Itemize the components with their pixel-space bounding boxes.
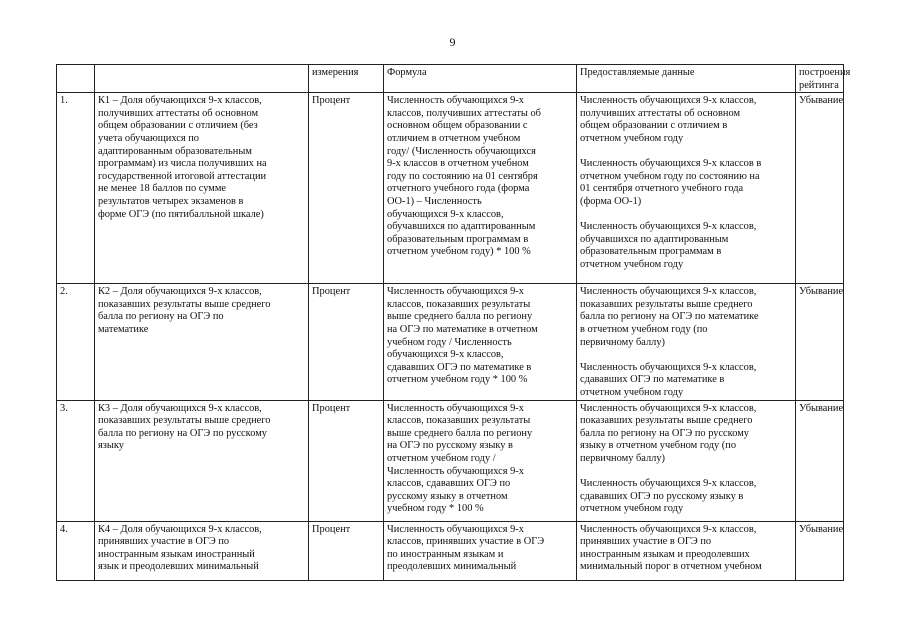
header-formula: Формула [384,65,577,93]
page-number: 9 [449,35,456,49]
header-num [57,65,95,93]
unit-cell: Процент [309,400,384,521]
indicator-name: К4 – Доля обучающихся 9-х классов, принявших участие в ОГЭ по иностранным языкам иностранный язык и преодолевших минимальный [95,521,309,580]
row-num: 3. [57,400,95,521]
formula-cell: Численность обучающихся 9-х классов, получивших аттестаты об основном общем образовании с отличием в отчетном учебном году/ (Численность обучающихся 9-х классов в отчетном учебном году по состоянию на 01 сентября отчетного учебного года (форма ОО-1) – Численность обучающихся 9-х классов, обучавшихся по адаптированным образовательным программам в отчетном учебном году) * 100 % [384,93,577,284]
formula-cell: Численность обучающихся 9-х классов, принявших участие в ОГЭ по иностранным языкам и преодолевших минимальный [384,521,577,580]
unit-cell: Процент [309,521,384,580]
indicator-name: К3 – Доля обучающихся 9-х классов, показавших результаты выше среднего балла по региону на ОГЭ по русскому языку [95,400,309,521]
data-cell: Численность обучающихся 9-х классов, показавших результаты выше среднего балла по региону на ОГЭ по русскому языку в отчетном учебном году (по первичному баллу) Численность обучающихся 9-х классов, сдававших ОГЭ по русскому языку в отчетном учебном году [577,400,796,521]
data-cell: Численность обучающихся 9-х классов, показавших результаты выше среднего балла по региону на ОГЭ по математике в отчетном учебном году (по первичному баллу) Численность обучающихся 9-х классов, сдававших ОГЭ по математике в отчетном учебном году [577,284,796,400]
rating-cell: Убывание [796,93,844,284]
data-cell: Численность обучающихся 9-х классов, принявших участие в ОГЭ по иностранным языкам и преодолевших минимальный порог в отчетном учебном [577,521,796,580]
indicator-name: К1 – Доля обучающихся 9-х классов, получивших аттестаты об основном общем образовании с отличием (без учета обучающихся по адаптированным образовательным программам) из числа получивших на государственной итоговой аттестации не менее 18 баллов по сумме результатов четырех экзаменов в форме ОГЭ (по пятибалльной шкале) [95,93,309,284]
rating-cell: Убывание [796,521,844,580]
indicators-table [56,64,851,581]
header-unit: измерения [309,65,384,93]
indicator-name: К2 – Доля обучающихся 9-х классов, показавших результаты выше среднего балла по региону на ОГЭ по математике [95,284,309,400]
row-num: 2. [57,284,95,400]
table-row [57,400,844,521]
header-rating: построения рейтинга [796,65,844,93]
unit-cell: Процент [309,93,384,284]
formula-cell: Численность обучающихся 9-х классов, показавших результаты выше среднего балла по региону на ОГЭ по русскому языку в отчетном учебном году / Численность обучающихся 9-х классов, сдававших ОГЭ по русскому языку в отчетном учебном году * 100 % [384,400,577,521]
rating-cell: Убывание [796,284,844,400]
formula-cell: Численность обучающихся 9-х классов, показавших результаты выше среднего балла по региону на ОГЭ по математике в отчетном учебном году / Численность обучающихся 9-х классов, сдававших ОГЭ по математике в отчетном учебном году * 100 % [384,284,577,400]
header-name [95,65,309,93]
table-row [57,284,844,400]
unit-cell: Процент [309,284,384,400]
row-num: 4. [57,521,95,580]
row-num: 1. [57,93,95,284]
data-cell: Численность обучающихся 9-х классов, получивших аттестаты об основном общем образовании с отличием в отчетном учебном году Численность обучающихся 9-х классов в отчетном учебном году по состоянию на 01 сентября отчетного учебного года (форма ОО-1) Численность обучающихся 9-х классов, обучавшихся по адаптированным образовательным программам в отчетном учебном году [577,93,796,284]
table-header-row [57,65,844,93]
table-row [57,521,844,580]
rating-cell: Убывание [796,400,844,521]
table-row [57,93,844,284]
header-data: Предоставляемые данные [577,65,796,93]
